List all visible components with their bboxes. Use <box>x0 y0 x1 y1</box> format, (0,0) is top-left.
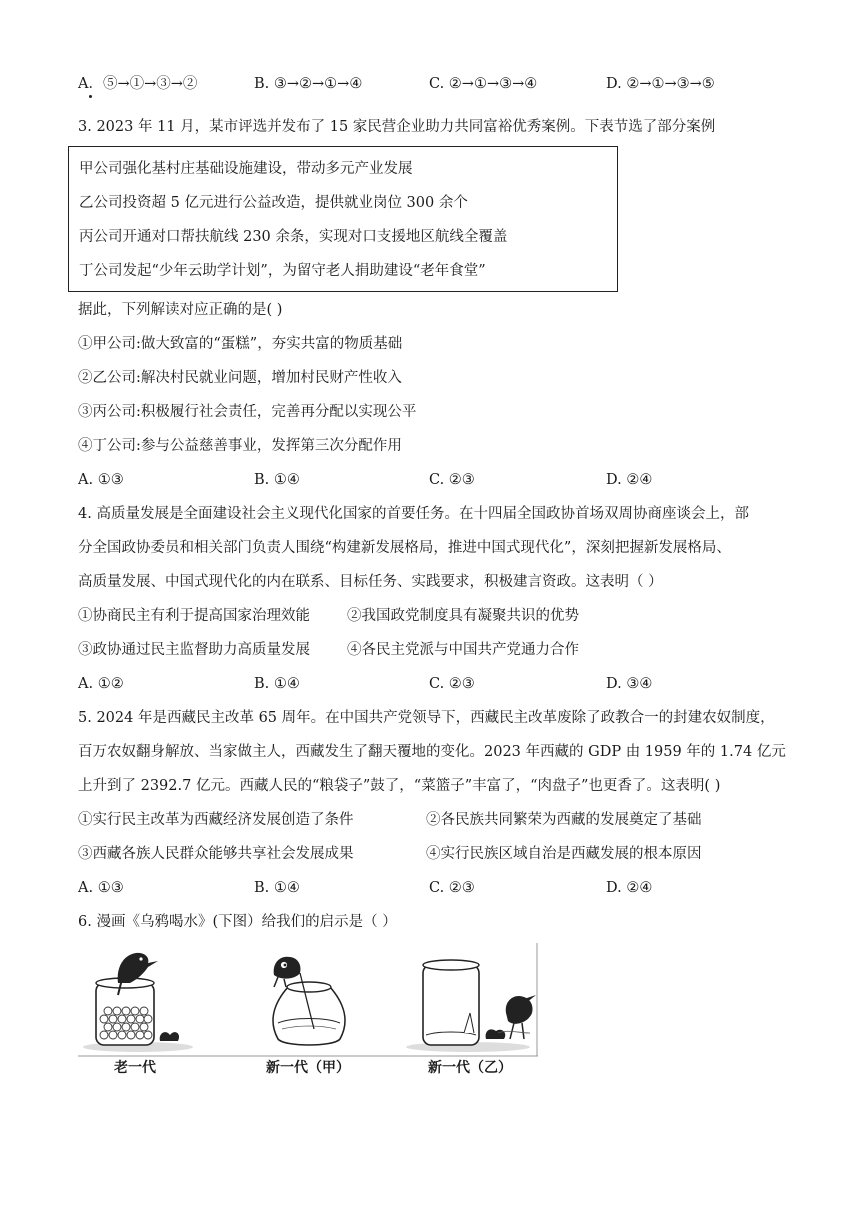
q4-option-a[interactable]: A. ①② <box>78 676 124 692</box>
q5-items-row-1 <box>78 810 702 830</box>
q4-item-3: ③政协通过民主监督助力高质量发展 <box>78 642 310 658</box>
q5-option-c[interactable]: C. ②③ <box>429 880 475 896</box>
q3-case-table <box>68 146 618 292</box>
crow-drinking-cartoon <box>78 943 538 1058</box>
q3-table-row: 丁公司发起“少年云助学计划”，为留守老人捐助建设“老年食堂” <box>79 263 486 279</box>
q4-stem-line-3: 高质量发展、中国式现代化的内在联系、目标任务、实践要求，积极建言资政。这表明（ ） <box>78 574 663 590</box>
q5-option-b[interactable]: B. ①④ <box>254 880 300 896</box>
caption-old-generation: 老一代 <box>114 1060 156 1076</box>
q3-table-row: 丙公司开通对口帮扶航线 230 余条，实现对口支援地区航线全覆盖 <box>79 229 508 245</box>
q6-stem: 6. 漫画《乌鸦喝水》(下图）给我们的启示是（ ） <box>78 914 397 930</box>
q3-option-d[interactable]: D. ②④ <box>606 472 653 488</box>
q2-option-b[interactable]: B. ③→②→①→④ <box>254 76 363 92</box>
old-generation-panel <box>83 953 193 1052</box>
q4-items-row-2 <box>78 640 579 660</box>
new-generation-b-panel <box>406 960 536 1052</box>
q4-option-b[interactable]: B. ①④ <box>254 676 300 692</box>
new-generation-a-panel <box>273 957 345 1045</box>
q5-stem-line-1: 5. 2024 年是西藏民主改革 65 周年。在中国共产党领导下，西藏民主改革废除了政教合一的封建农奴制度， <box>78 710 775 726</box>
q3-item-3: ③丙公司:积极履行社会责任，完善再分配以实现公平 <box>78 404 417 420</box>
q5-item-4: ④实行民族区域自治是西藏发展的根本原因 <box>426 846 702 862</box>
q2-option-c[interactable]: C. ②→①→③→④ <box>429 76 538 92</box>
q5-items-row-2 <box>78 844 702 864</box>
q3-item-4: ④丁公司:参与公益慈善事业，发挥第三次分配作用 <box>78 438 402 454</box>
q3-prompt: 据此，下列解读对应正确的是( ) <box>78 302 283 318</box>
q5-item-1: ①实行民主改革为西藏经济发展创造了条件 <box>78 812 354 828</box>
q5-item-2: ②各民族共同繁荣为西藏的发展奠定了基础 <box>426 812 702 828</box>
q3-table-row: 甲公司强化基村庄基础设施建设，带动多元产业发展 <box>79 161 413 177</box>
q3-item-1: ①甲公司:做大致富的“蛋糕”，夯实共富的物质基础 <box>78 336 403 352</box>
q4-items-row-1 <box>78 606 579 626</box>
q5-option-a[interactable]: A. ①③ <box>78 880 124 896</box>
caption-new-generation-b: 新一代（乙） <box>428 1060 512 1076</box>
q5-option-d[interactable]: D. ②④ <box>606 880 653 896</box>
stray-dot <box>89 95 92 98</box>
q4-item-2: ②我国政党制度具有凝聚共识的优势 <box>347 608 579 624</box>
q4-item-1: ①协商民主有利于提高国家治理效能 <box>78 608 310 624</box>
q3-option-b[interactable]: B. ①④ <box>254 472 300 488</box>
q3-option-a[interactable]: A. ①③ <box>78 472 124 488</box>
q5-stem-line-2: 百万农奴翻身解放、当家做主人，西藏发生了翻天覆地的变化。2023 年西藏的 GDP 由 1959 年的 1.74 亿元 <box>78 744 786 760</box>
q5-item-3: ③西藏各族人民群众能够共享社会发展成果 <box>78 846 354 862</box>
q4-option-c[interactable]: C. ②③ <box>429 676 475 692</box>
q4-stem-line-1: 4. 高质量发展是全面建设社会主义现代化国家的首要任务。在十四届全国政协首场双周协商座谈会上，部 <box>78 506 749 522</box>
q3-item-2: ②乙公司:解决村民就业问题，增加村民财产性收入 <box>78 370 402 386</box>
q4-option-d[interactable]: D. ③④ <box>606 676 653 692</box>
q2-option-d[interactable]: D. ②→①→③→⑤ <box>606 76 715 92</box>
q3-table-row: 乙公司投资超 5 亿元进行公益改造，提供就业岗位 300 余个 <box>79 195 468 211</box>
caption-new-generation-a: 新一代（甲） <box>266 1060 350 1076</box>
q3-option-c[interactable]: C. ②③ <box>429 472 475 488</box>
q2-option-a[interactable]: A．⑤→①→③→② <box>78 76 198 92</box>
q4-stem-line-2: 分全国政协委员和相关部门负责人围绕“构建新发展格局，推进中国式现代化”，深刻把握新发展格局、 <box>78 540 731 556</box>
q3-stem: 3. 2023 年 11 月，某市评选并发布了 15 家民营企业助力共同富裕优秀案例。下表节选了部分案例 <box>78 119 716 135</box>
q5-stem-line-3: 上升到了 2392.7 亿元。西藏人民的“粮袋子”鼓了，“菜篮子”丰富了，“肉盘子”也更香了。这表明( ) <box>78 778 721 794</box>
q4-item-4: ④各民主党派与中国共产党通力合作 <box>347 642 579 658</box>
